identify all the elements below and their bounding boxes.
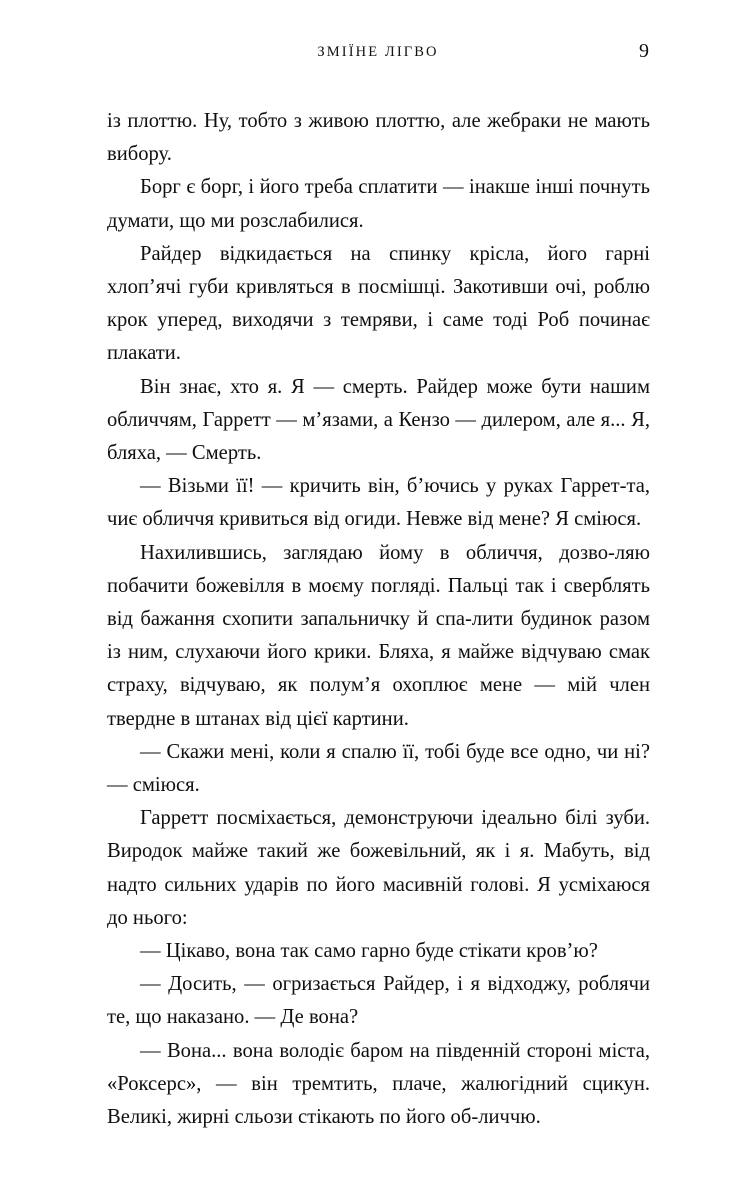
paragraph: Борг є борг, і його треба сплатити — інакше інші почнуть думати, що ми розслабилися.	[107, 176, 650, 232]
page-number: 9	[639, 40, 649, 62]
paragraph: — Цікаво, вона так само гарно буде стікати кров’ю?	[140, 940, 598, 963]
paragraph: — Досить, — огризається Райдер, і я відходжу, роблячи те, що наказано. — Де вона?	[107, 973, 650, 1029]
paragraph: із плоттю. Ну, тобто з живою плоттю, але жебраки не мають вибору.	[107, 110, 650, 166]
paragraph: — Вона... вона володіє баром на південній стороні міста, «Роксерс», — він тремтить, плаче, жалюгідний сцикун. Великі, жирні сльози стікають по його об-личчю.	[107, 1039, 650, 1129]
paragraph: Гарретт посміхається, демонструючи ідеально білі зуби. Виродок майже такий же божевільний, як і я. Мабуть, від надто сильних ударів по його масивній голові. Я усміхаюся до нього:	[107, 807, 650, 929]
paragraph: — Скажи мені, коли я спалю її, тобі буде все одно, чи ні? — сміюся.	[107, 740, 650, 797]
body-text	[107, 105, 650, 1134]
paragraph: Райдер відкидається на спинку крісла, його гарні хлоп’ячі губи кривляться в посмішці. Закотивши очі, роблю крок уперед, виходячи з темряви, і саме тоді Роб починає плакати.	[107, 242, 650, 365]
paragraph: Він знає, хто я. Я — смерть. Райдер може бути нашим обличчям, Гарретт — м’язами, а Кензо — дилером, але я... Я, бляха, — Смерть.	[107, 375, 650, 465]
paragraph: — Візьми її! — кричить він, б’ючись у руках Гаррет-та, чиє обличчя кривиться від огиди. Невже від мене? Я сміюся.	[107, 475, 650, 531]
running-title: ЗМІЇНЕ ЛІГВО	[317, 44, 439, 60]
paragraph: Нахилившись, заглядаю йому в обличчя, дозво-ляю побачити божевілля в моєму погляді. Пальці так і сверблять від бажання схопити запальничку й спа-лити будинок разом із ним, слухаючи його крики. Бляха, я майже відчуваю смак страху, відчуваю, як полум’я охоплює мене — мій член твердне в штанах від цієї картини.	[107, 541, 650, 730]
running-head	[0, 40, 756, 68]
